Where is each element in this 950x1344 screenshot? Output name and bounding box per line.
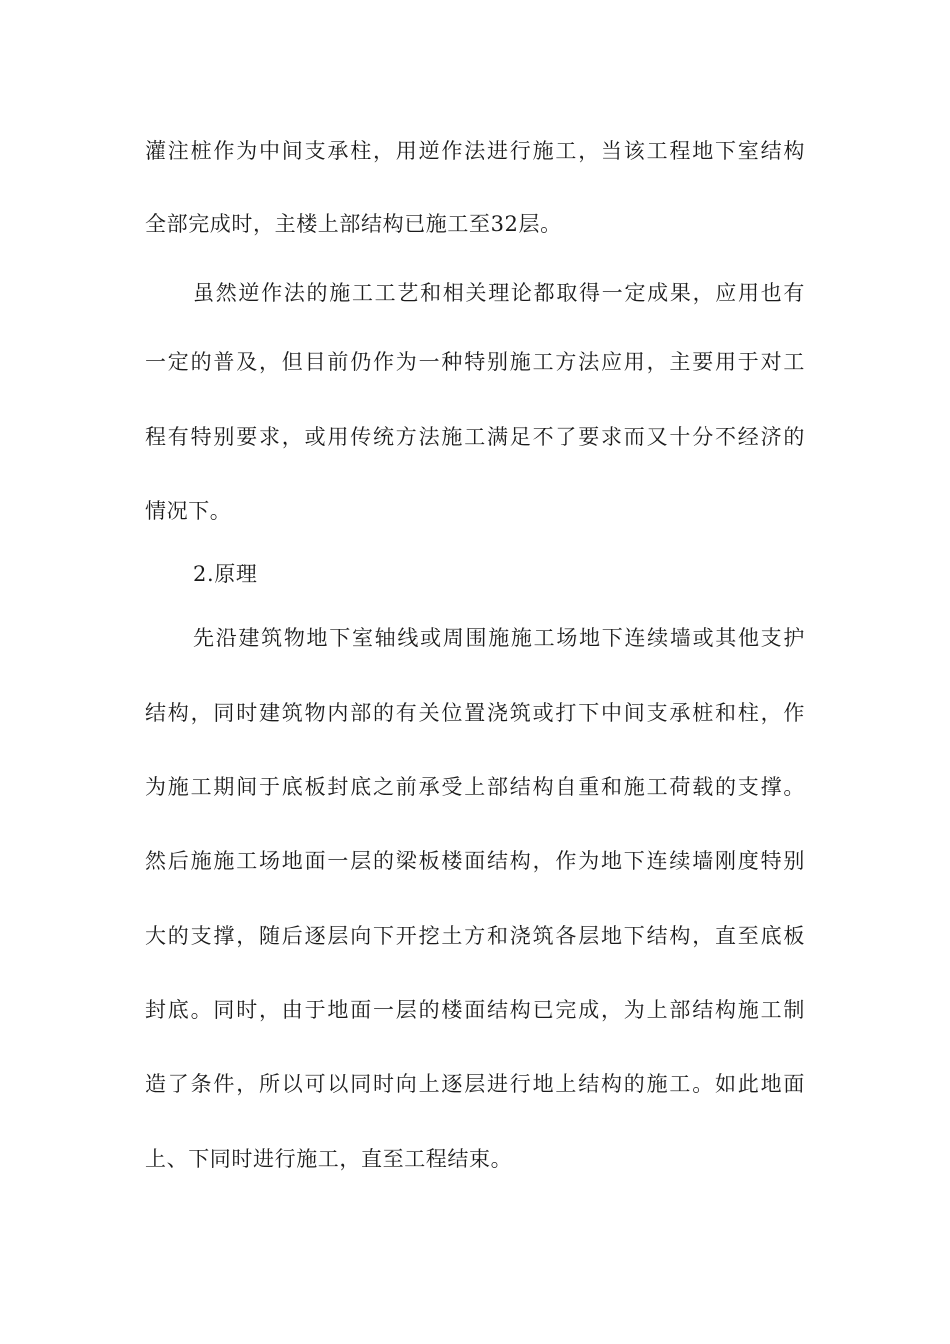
text-line: 上、下同时进行施工，直至工程结束。 <box>145 1147 513 1171</box>
text-line: 为施工期间于底板封底之前承受上部结构自重和施工荷载的支撑。 <box>145 775 805 799</box>
text-line: 封底。同时，由于地面一层的楼面结构已完成，为上部结构施工制 <box>145 998 805 1022</box>
text-line: 然后施施工场地面一层的梁板楼面结构，作为地下连续墙刚度特别 <box>145 849 805 873</box>
text-line: 结构，同时建筑物内部的有关位置浇筑或打下中间支承桩和柱，作 <box>145 701 805 725</box>
text-line: 全部完成时，主楼上部结构已施工至32层。 <box>145 212 562 236</box>
paragraph-first-line: 先沿建筑物地下室轴线或周围施施工场地下连续墙或其他支护 <box>193 626 805 650</box>
text-line: 灌注桩作为中间支承柱，用逆作法进行施工，当该工程地下室结构 <box>145 139 805 163</box>
paragraph-first-line: 虽然逆作法的施工工艺和相关理论都取得一定成果，应用也有 <box>193 281 805 305</box>
section-heading: 2.原理 <box>193 562 258 586</box>
text-line: 情况下。 <box>145 499 232 523</box>
text-line: 大的支撑，随后逐层向下开挖土方和浇筑各层地下结构，直至底板 <box>145 924 805 948</box>
text-line: 一定的普及，但目前仍作为一种特别施工方法应用，主要用于对工 <box>145 350 805 374</box>
text-line: 造了条件，所以可以同时向上逐层进行地上结构的施工。如此地面 <box>145 1072 805 1096</box>
text-line: 程有特别要求，或用传统方法施工满足不了要求而又十分不经济的 <box>145 425 805 449</box>
